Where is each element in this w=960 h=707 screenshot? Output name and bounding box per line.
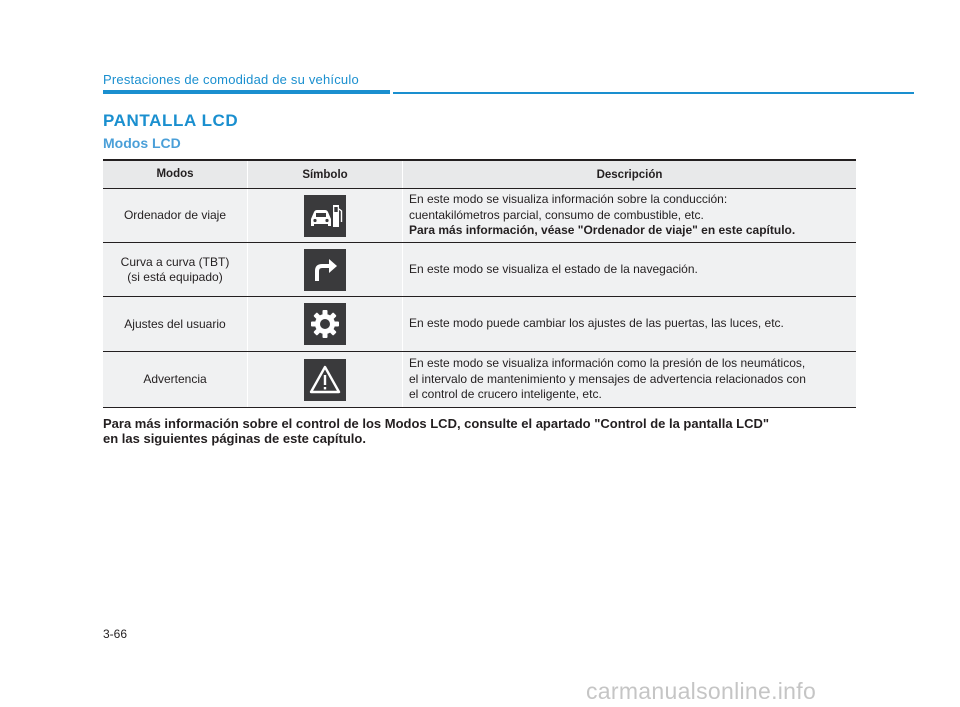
description-cell <box>403 243 857 297</box>
symbol-cell <box>248 189 403 243</box>
mode-cell <box>103 189 248 243</box>
description-reference: Para más información, véase "Ordenador de viaje" en este capítulo. <box>409 223 796 238</box>
description-text: En este modo se visualiza información como la presión de los neumáticos, <box>409 356 806 371</box>
column-header-modes: Modos <box>103 160 248 189</box>
symbol-cell <box>248 243 403 297</box>
watermark: carmanualsonline.info <box>586 678 817 704</box>
mode-name: Advertencia <box>143 372 207 386</box>
table-header-row <box>103 160 856 189</box>
mode-cell <box>103 297 248 352</box>
description-text: En este modo se visualiza el estado de la navegación. <box>409 261 698 276</box>
description-text: En este modo puede cambiar los ajustes de las puertas, las luces, etc. <box>409 316 784 331</box>
page-number: 3-66 <box>103 627 128 641</box>
header-rule-thin <box>393 92 914 94</box>
lcd-modes-table <box>103 159 856 408</box>
footer-note-line: Para más información sobre el control de los Modos LCD, consulte el apartado "Control de la pantalla LCD" <box>103 416 770 431</box>
header-rule-thick <box>103 90 390 94</box>
section-title: PANTALLA LCD <box>103 111 239 130</box>
footer-note <box>103 416 873 446</box>
table-row <box>103 189 856 243</box>
gear-icon <box>304 303 346 345</box>
mode-name: Ajustes del usuario <box>124 316 226 331</box>
symbol-cell <box>248 297 403 352</box>
footer-note-line: en las siguientes páginas de este capítulo. <box>103 431 366 446</box>
car-fuel-icon <box>304 195 346 237</box>
description-text: el intervalo de mantenimiento y mensajes de advertencia relacionados con <box>409 371 806 386</box>
table-row <box>103 352 856 408</box>
mode-cell <box>103 352 248 408</box>
mode-name: Ordenador de viaje <box>123 208 227 222</box>
description-text: En este modo se visualiza información sobre la conducción: <box>409 192 728 207</box>
table-row <box>103 297 856 352</box>
mode-cell <box>103 243 248 297</box>
symbol-cell <box>248 352 403 408</box>
sub-title: Modos LCD <box>103 135 181 151</box>
description-cell <box>403 297 857 352</box>
warning-triangle-icon <box>304 359 346 401</box>
column-header-symbol: Símbolo <box>248 160 403 189</box>
chapter-title: Prestaciones de comodidad de su vehículo <box>103 72 359 87</box>
mode-name: Curva a curva (TBT) <box>120 254 230 269</box>
description-cell <box>403 352 857 408</box>
mode-note: (si está equipado) <box>127 269 223 284</box>
description-text: el control de crucero inteligente, etc. <box>409 387 602 402</box>
column-header-description: Descripción <box>403 160 857 189</box>
table-row <box>103 243 856 297</box>
description-text: cuentakilómetros parcial, consumo de combustible, etc. <box>409 207 704 222</box>
turn-arrow-icon <box>304 249 346 291</box>
description-cell <box>403 189 857 243</box>
